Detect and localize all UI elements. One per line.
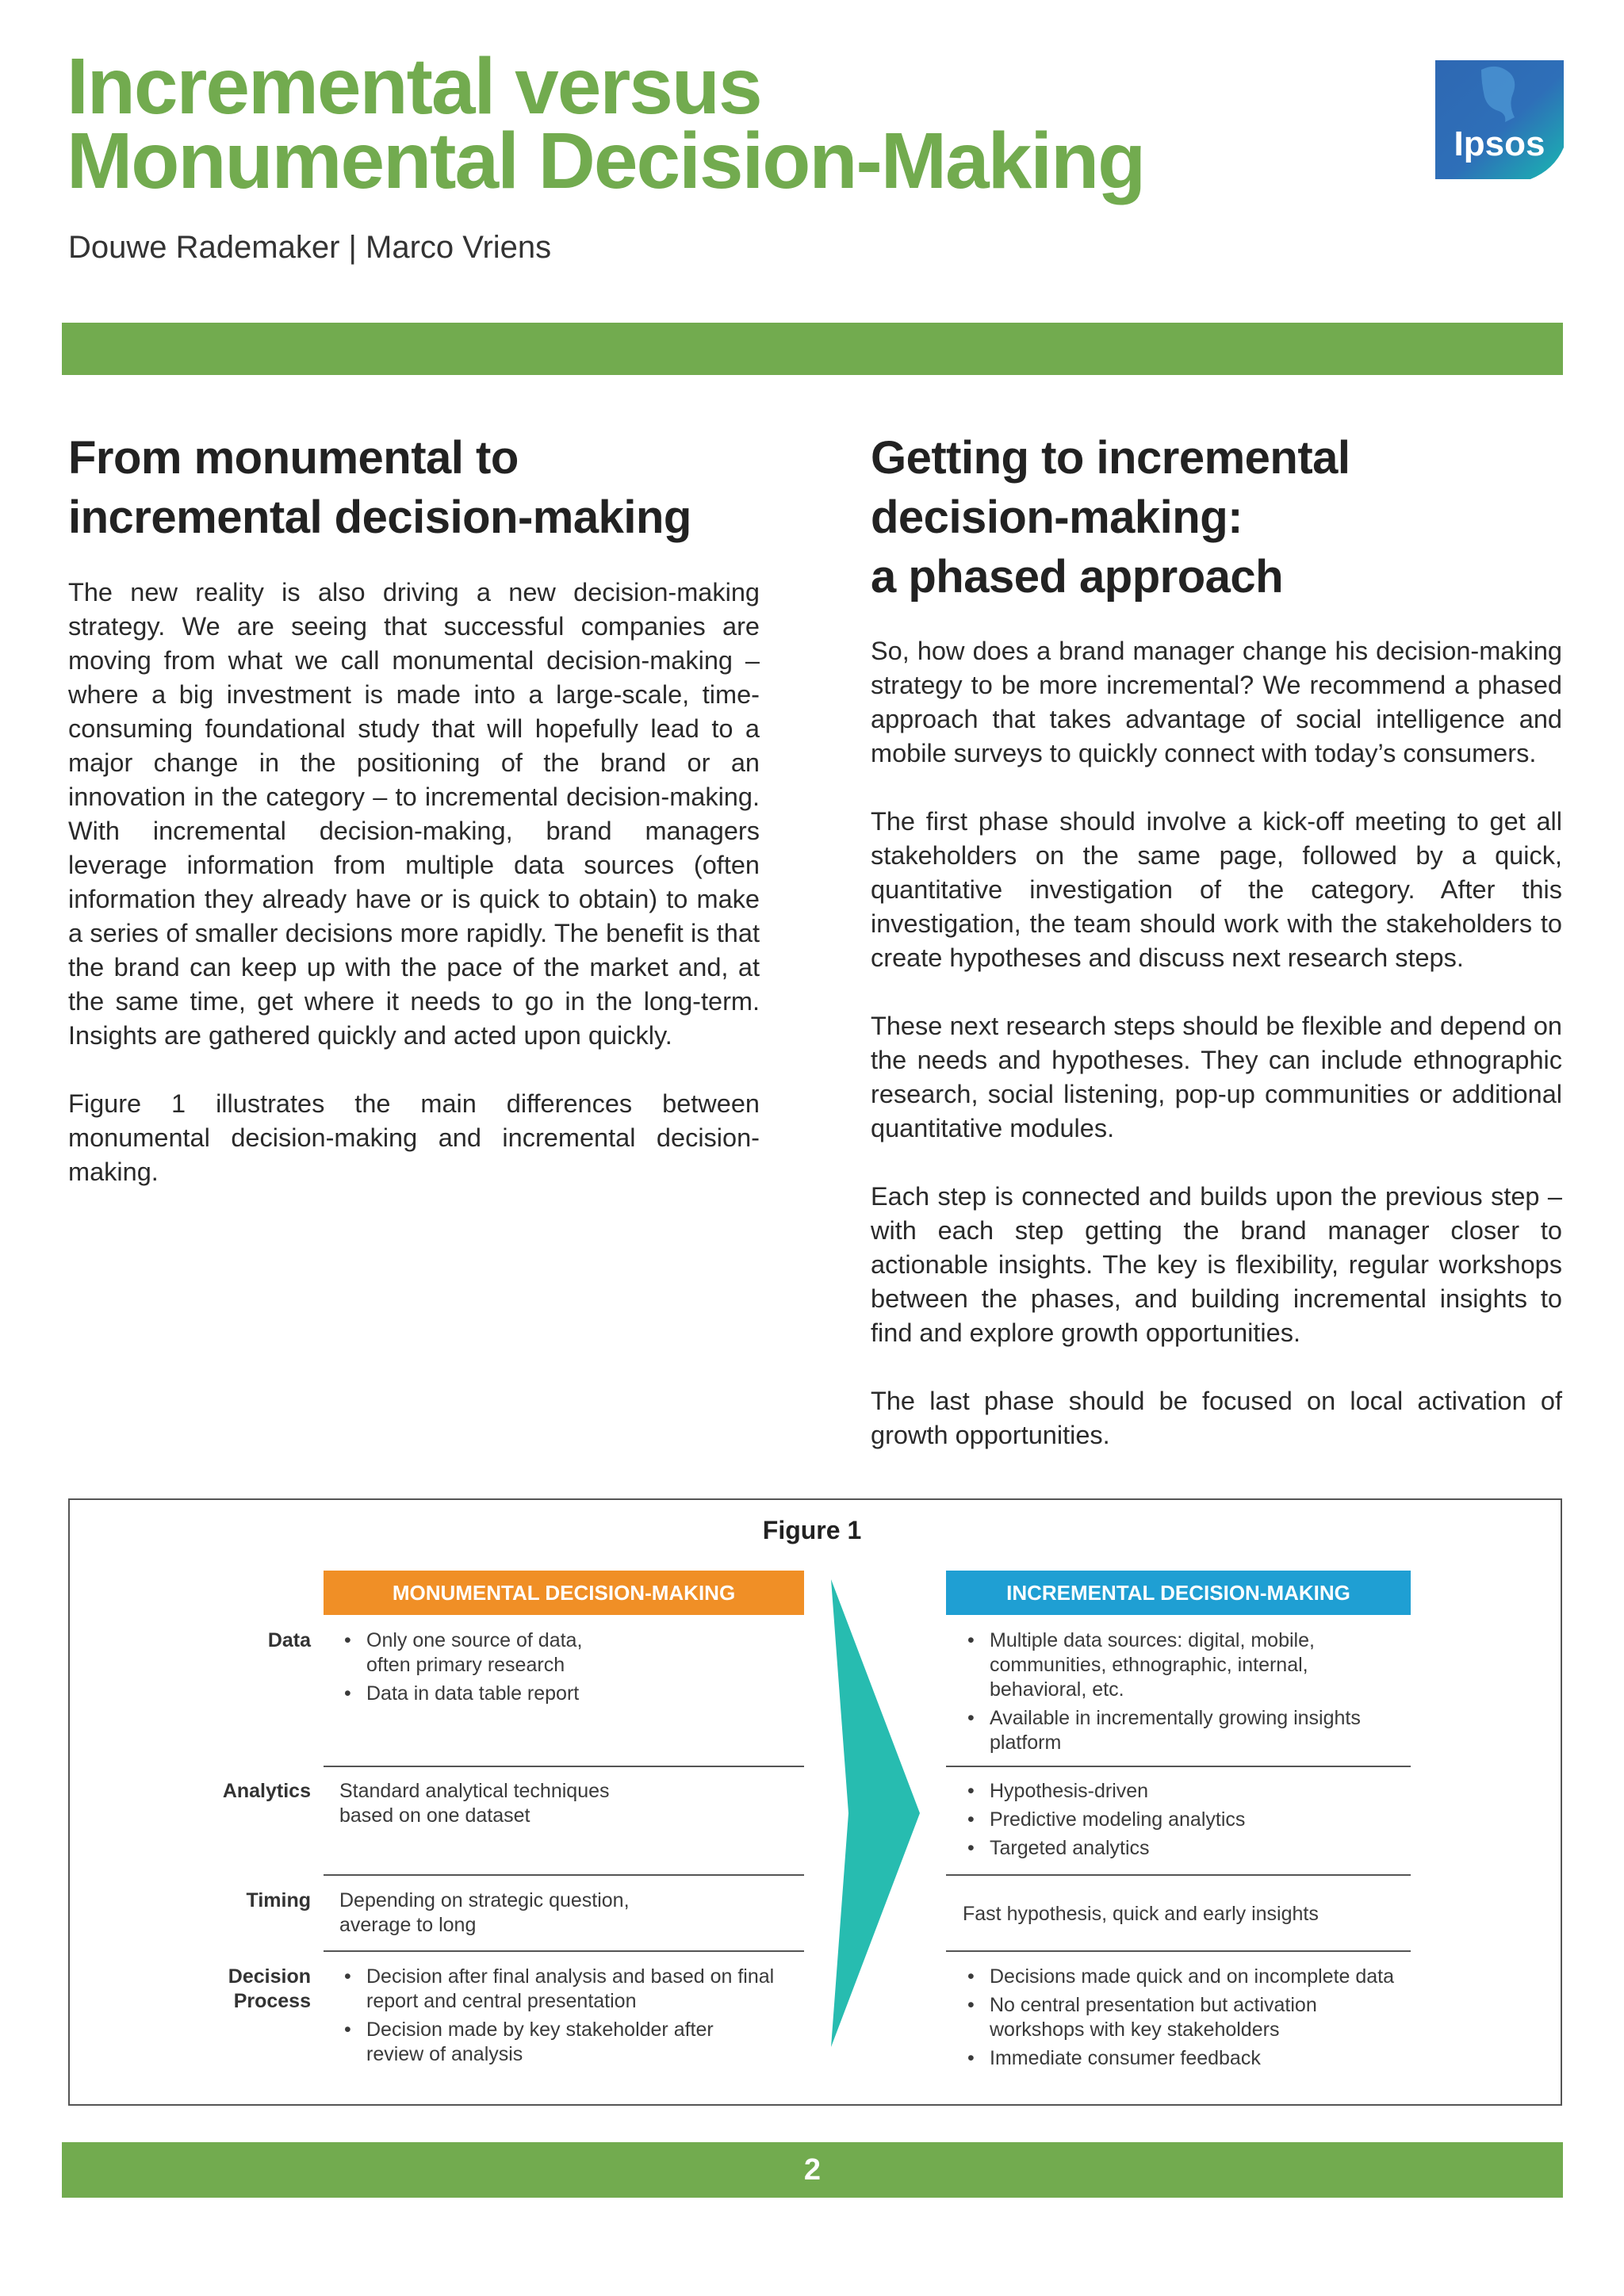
incremental-header: INCREMENTAL DECISION-MAKING: [946, 1571, 1411, 1615]
list-item: • Multiple data sources: digital, mobile, communities, ethnographic, internal, behavioral, etc.: [959, 1628, 1370, 1702]
list-item: • Available in incrementally growing insights platform: [959, 1706, 1402, 1755]
row-label-analytics: [81, 1779, 311, 1804]
right-heading: [871, 428, 1584, 607]
row-label-text: Data: [267, 1629, 311, 1651]
list-item: • Immediate consumer feedback: [959, 2046, 1404, 2071]
figure-title: Figure 1: [762, 1516, 862, 1544]
cell-text: Fast hypothesis, quick and early insights: [963, 1903, 1319, 1925]
right-paragraph: Each step is connected and builds upon the previous step – with each step getting the brand manager closer to actionable insights. The key is flexibility, regular workshops between the phases, and building incremental insights to find and explore growth opportunities.: [871, 1182, 1562, 1347]
right-heading-line-1: Getting to incremental: [871, 432, 1350, 484]
page-title: [67, 42, 1375, 205]
row-label-data: [81, 1628, 311, 1653]
row-label-text: Decision: [228, 1965, 311, 1988]
title-line-2: Monumental Decision-Making: [67, 117, 1145, 205]
authors: Douwe Rademaker | Marco Vriens: [68, 230, 552, 265]
list-item: • Targeted analytics: [959, 1836, 1404, 1861]
divider: [324, 1874, 804, 1876]
incremental-decision-cell: [959, 1965, 1404, 2075]
list-item: • Decision after final analysis and based on final report and central presentation: [336, 1965, 787, 2014]
list-item: • Hypothesis-driven: [959, 1779, 1404, 1804]
list-item: • Only one source of data, often primary research: [336, 1628, 628, 1678]
right-paragraph: The last phase should be focused on local activation of growth opportunities.: [871, 1387, 1562, 1449]
monumental-timing-cell: [339, 1888, 672, 1938]
ipsos-logo: [1435, 60, 1564, 179]
right-paragraph: So, how does a brand manager change his decision-making strategy to be more incremental? We recommend a phased approach that takes advantage of social intelligence and mobile surveys to quickly connect with today’s consumers.: [871, 637, 1562, 767]
monumental-analytics-cell: [339, 1779, 657, 1828]
header-band: [62, 323, 1563, 375]
right-body: [871, 634, 1562, 1487]
left-heading: [68, 428, 782, 547]
logo-text: Ipsos: [1454, 124, 1545, 163]
left-paragraph: The new reality is also driving a new decision-making strategy. We are seeing that successful companies are moving from what we call monumental decision-making – where a big investment is made into a large-scale, time-consuming foundational study that will hopefully lead to a major change in the positioning of the brand or an innovation in the category – to incremental decision-making. With incremental decision-making, brand managers leverage information from multiple data sources (often information they already have or is quick to obtain) to make a series of smaller decisions more rapidly. The benefit is that the brand can keep up with the pace of the market and, at the same time, get where it needs to go in the long-term. Insights are gathered quickly and acted upon quickly.: [68, 578, 760, 1050]
divider: [946, 1950, 1411, 1952]
cell-text: Standard analytical techniques based on one dataset: [339, 1780, 610, 1827]
divider: [324, 1950, 804, 1952]
right-paragraph: The first phase should involve a kick-off meeting to get all stakeholders on the same page, followed by a quick, quantitative investigation of the category. After this investigation, the team should work with the stakeholders to create hypotheses and discuss next research steps.: [871, 807, 1562, 972]
row-label-text: Timing: [246, 1889, 311, 1911]
divider: [946, 1766, 1411, 1767]
left-paragraph: Figure 1 illustrates the main differences between monumental decision-making and incremental decision-making.: [68, 1089, 760, 1186]
row-label-decision-process: [81, 1965, 311, 2014]
incremental-timing-cell: [963, 1902, 1407, 1927]
left-heading-line-2: incremental decision-making: [68, 492, 691, 543]
right-paragraph: These next research steps should be flexible and depend on the needs and hypotheses. They can include ethnographic research, social listening, pop-up communities or additional quantitative modules.: [871, 1012, 1562, 1142]
row-label-text: Process: [233, 1990, 311, 2012]
list-item: • Decision made by key stakeholder after review of analysis: [336, 2018, 771, 2067]
monumental-data-cell: [336, 1628, 796, 1710]
right-heading-line-2: decision-making:: [871, 492, 1243, 543]
list-item: • No central presentation but activation workshops with key stakeholders: [959, 1993, 1386, 2042]
arrow-icon: [831, 1579, 920, 2047]
page-number: 2: [62, 2142, 1563, 2198]
list-item: • Data in data table report: [336, 1682, 796, 1706]
incremental-analytics-cell: [959, 1779, 1404, 1865]
divider: [946, 1874, 1411, 1876]
right-heading-line-3: a phased approach: [871, 551, 1284, 603]
left-body: [68, 576, 760, 1223]
incremental-data-cell: [959, 1628, 1404, 1759]
cell-text: Depending on strategic question, average to long: [339, 1889, 630, 1936]
row-label-timing: [81, 1888, 311, 1913]
title-line-1: Incremental versus: [67, 42, 761, 131]
left-heading-line-1: From monumental to: [68, 432, 519, 484]
monumental-header: MONUMENTAL DECISION-MAKING: [324, 1571, 804, 1615]
list-item: • Decisions made quick and on incomplete data: [959, 1965, 1402, 1989]
list-item: • Predictive modeling analytics: [959, 1808, 1404, 1832]
divider: [324, 1766, 804, 1767]
monumental-decision-cell: [336, 1965, 796, 2071]
row-label-text: Analytics: [222, 1780, 311, 1802]
